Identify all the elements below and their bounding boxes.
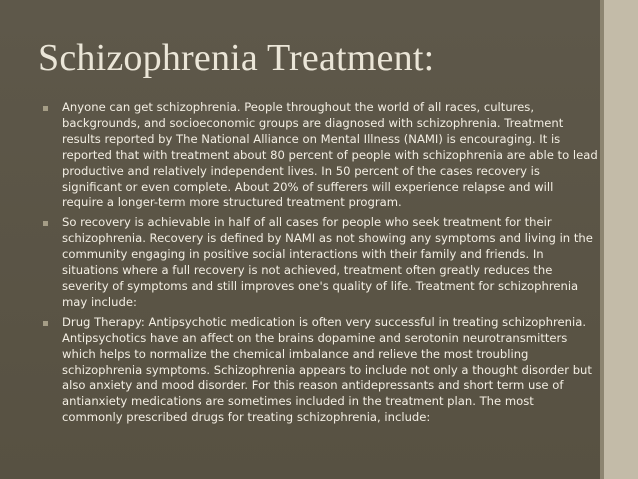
bullet-text: So recovery is achievable in half of all cases for people who seek treatment for their schizophrenia. Recovery is defined by NAMI as not showing any symptoms and living in the community engaging in positive social interactions with their family and friends. In situations where a full recovery is not achieved, treatment often greatly reduces the severity of symptoms and still improves one's quality of life. Treatment for schizophrenia may include: <box>62 215 593 309</box>
decorative-side-band <box>600 0 638 479</box>
bullet-item <box>40 215 598 310</box>
slide-title: Schizophrenia Treatment: <box>38 37 435 79</box>
slide-content <box>40 100 598 430</box>
bullet-text: Drug Therapy: Antipsychotic medication is often very successful in treating schizophrenia. Antipsychotics have an affect on the brains dopamine and serotonin neurotransmitters which helps to normalize the chemical imbalance and relieve the most troubling schizophrenia symptoms. Schizophrenia appears to include not only a thought disorder but also anxiety and mood disorder. For this reason antidepressants and short term use of antianxiety medications are sometimes included in the treatment plan. The most commonly prescribed drugs for treating schizophrenia, include: <box>62 314 592 425</box>
square-bullet-icon <box>43 106 48 111</box>
square-bullet-icon <box>43 321 48 326</box>
bullet-item <box>40 100 598 211</box>
bullet-text: Anyone can get schizophrenia. People throughout the world of all races, cultures, backgrounds, and socioeconomic groups are diagnosed with schizophrenia. Treatment results reported by The National Alliance on Mental Illness (NAMI) is encouraging. It is reported that with treatment about 80 percent of people with schizophrenia are able to lead productive and relatively independent lives. In 50 percent of the cases recovery is significant or even complete. About 20% of sufferers will experience relapse and will require a longer-term more structured treatment program. <box>62 100 598 210</box>
square-bullet-icon <box>43 221 48 226</box>
bullet-item <box>40 315 598 426</box>
